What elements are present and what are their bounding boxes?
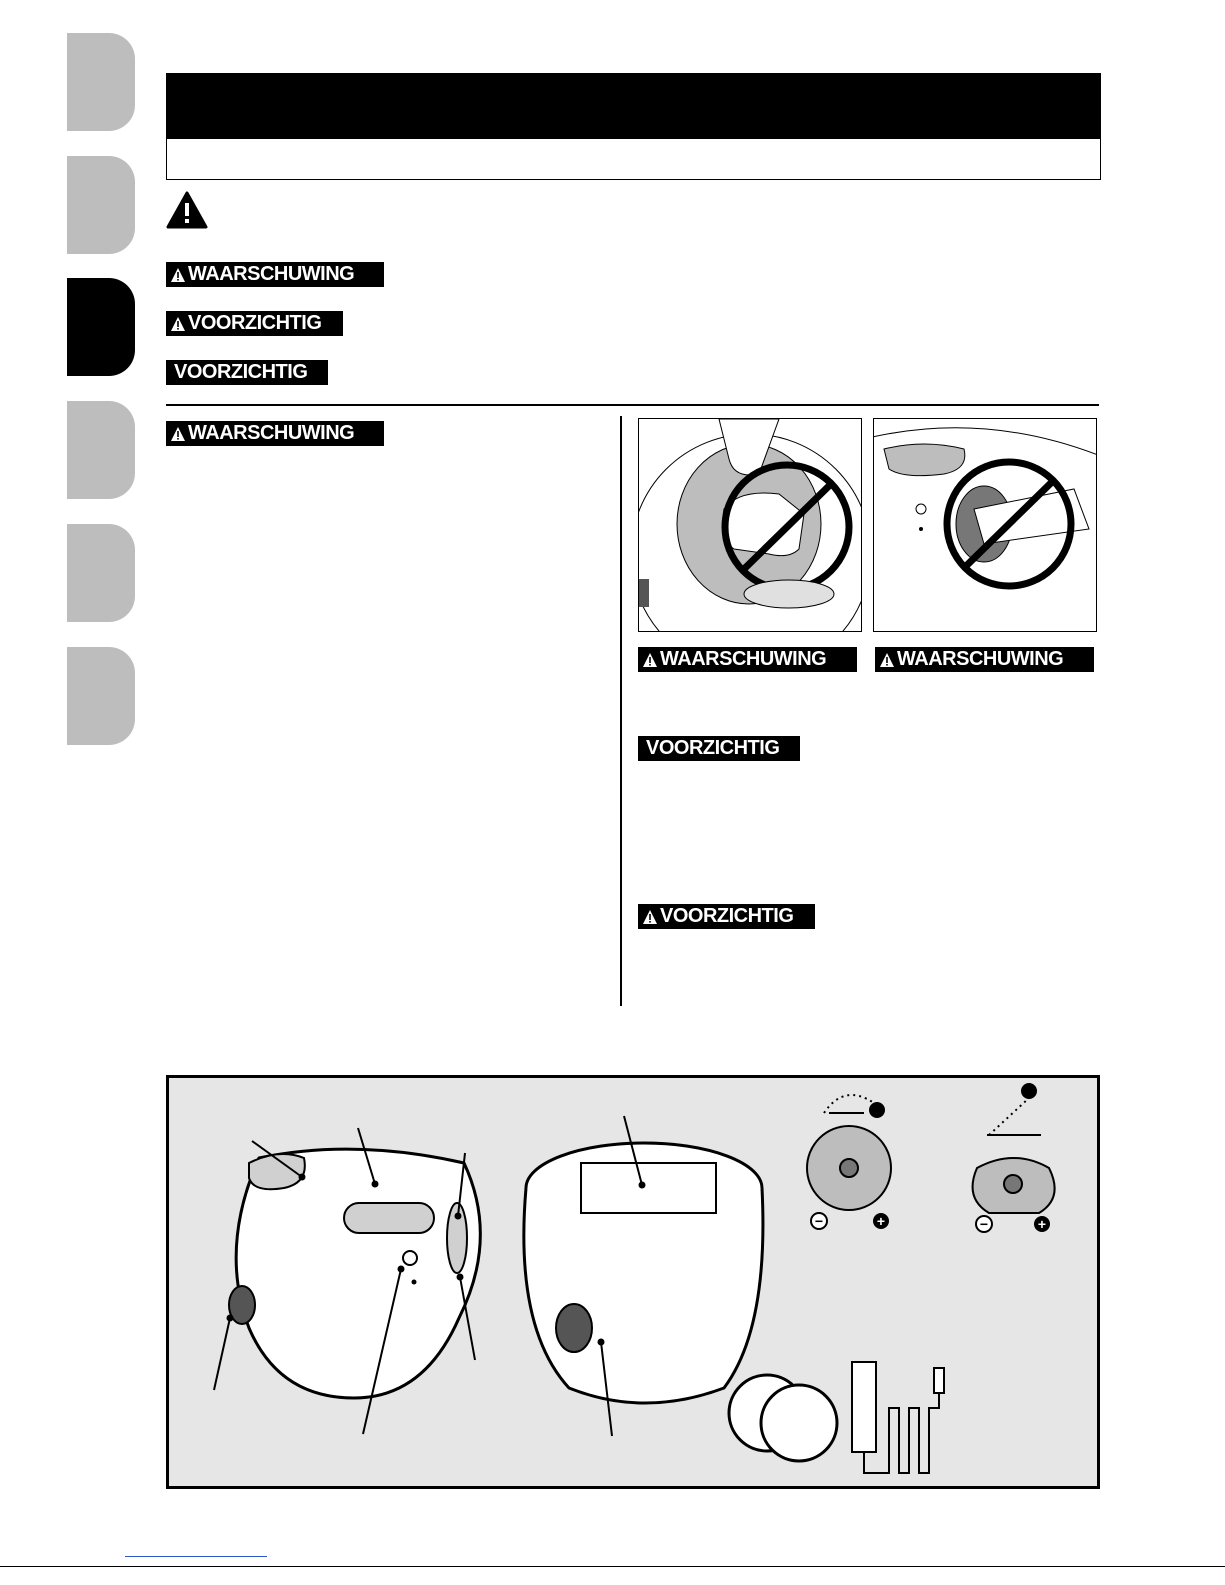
- side-tab-1[interactable]: [67, 33, 135, 131]
- warning-triangle-icon: [170, 316, 186, 332]
- warning-triangle-icon: [642, 909, 658, 925]
- footer-link-underline: [125, 1556, 267, 1557]
- dial-plus-symbol: +: [876, 1213, 886, 1229]
- parts-overview-panel: [166, 1075, 1100, 1489]
- legend-caution-icon-label: VOORZICHTIG: [166, 311, 343, 336]
- angle-dial-icon: [973, 1083, 1055, 1232]
- left-warning-label: WAARSCHUWING: [166, 421, 384, 446]
- column-divider: [620, 416, 622, 1006]
- warning-triangle-icon: [170, 267, 186, 283]
- side-tab-5[interactable]: [67, 524, 135, 622]
- side-tab-3-active[interactable]: [67, 278, 135, 376]
- side-tab-4[interactable]: [67, 401, 135, 499]
- distance-dial-icon: [807, 1095, 891, 1229]
- warning-photo-hand-in-bowl: [638, 418, 862, 632]
- side-tab-2[interactable]: [67, 156, 135, 254]
- hand-in-launcher-illustration: [874, 419, 1097, 632]
- photo-2-warning-label: WAARSCHUWING: [875, 647, 1094, 672]
- dial-minus-symbol: −: [814, 1213, 824, 1229]
- hand-in-bowl-illustration: [639, 419, 862, 632]
- page-subtitle-box: [166, 139, 1101, 180]
- warning-triangle-icon: [166, 191, 208, 229]
- dial-minus-symbol: −: [979, 1216, 989, 1232]
- parts-diagram: [169, 1078, 1097, 1486]
- warning-triangle-icon: [642, 652, 658, 668]
- legend-warning-label: WAARSCHUWING: [166, 262, 384, 287]
- launcher-bottom-view-icon: [524, 1116, 763, 1436]
- angle-knob-icon: [556, 1304, 592, 1352]
- side-tab-6[interactable]: [67, 647, 135, 745]
- warning-triangle-icon: [170, 426, 186, 442]
- right-caution-label: VOORZICHTIG: [638, 736, 800, 761]
- ball-launcher-icon: [214, 1128, 480, 1434]
- warning-photo-hand-in-launcher: [873, 418, 1097, 632]
- power-adapter-icon: [852, 1362, 944, 1473]
- dial-plus-symbol: +: [1037, 1216, 1047, 1232]
- page-title-bar: [166, 73, 1101, 139]
- page-bottom-rule: [0, 1566, 1225, 1567]
- legend-caution-label: VOORZICHTIG: [166, 360, 328, 385]
- warning-triangle-icon: [879, 652, 895, 668]
- tennis-ball-icon: [729, 1375, 837, 1461]
- section-divider: [166, 404, 1099, 406]
- photo-1-warning-label: WAARSCHUWING: [638, 647, 857, 672]
- right-caution-icon-label: VOORZICHTIG: [638, 904, 815, 929]
